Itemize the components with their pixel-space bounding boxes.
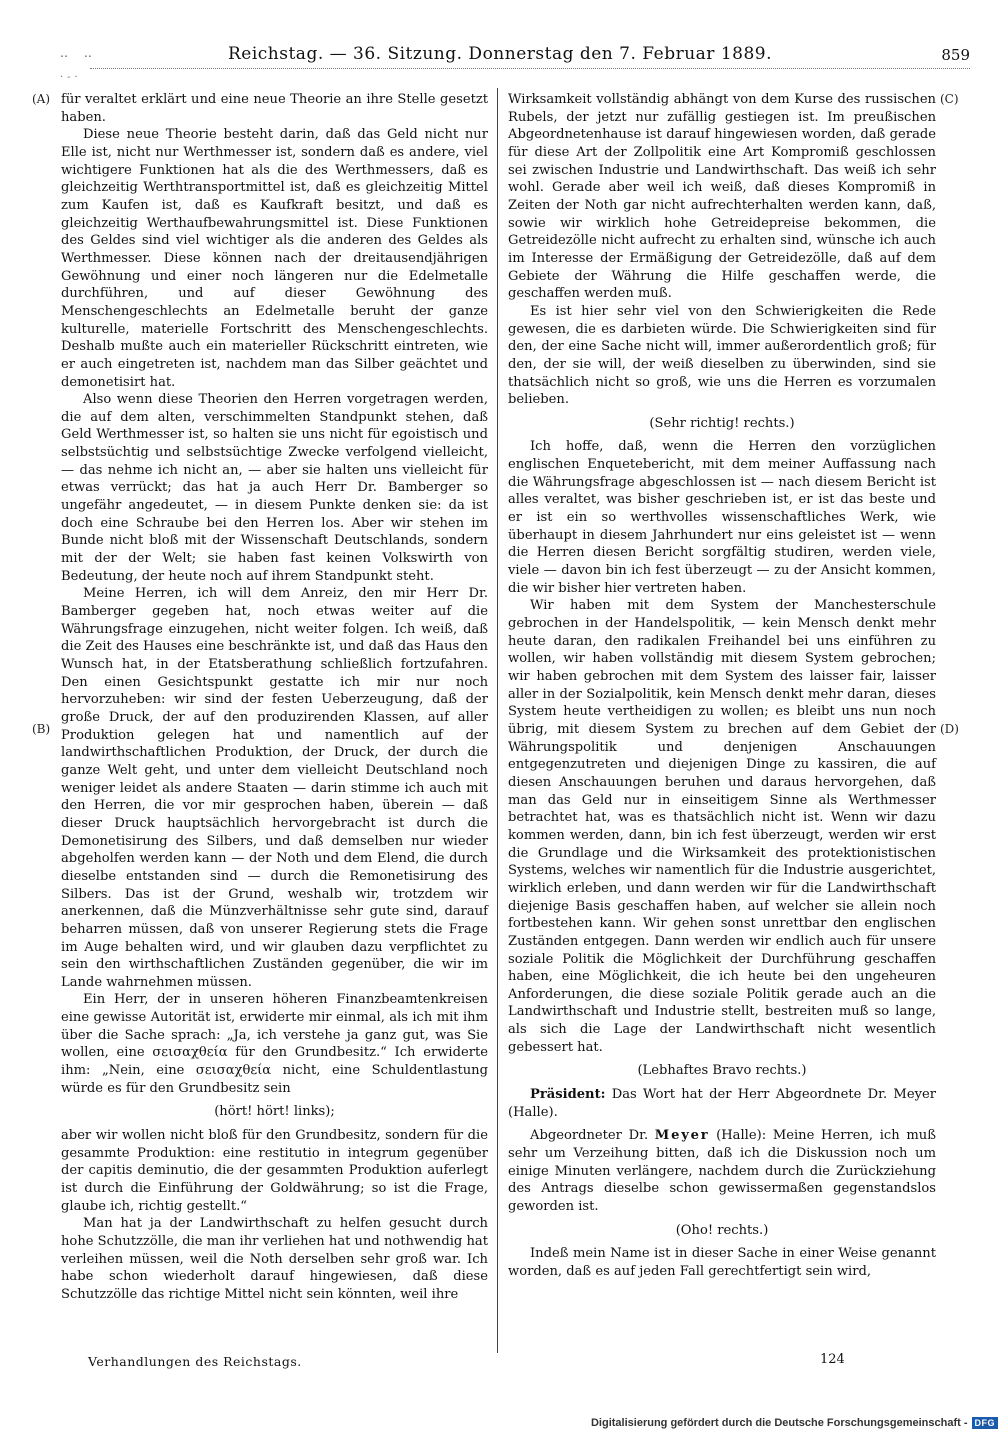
page-number: 859 [941,46,970,64]
paragraph: Ein Herr, der in unseren höheren Finanzbeamtenkreisen eine gewisse Autorität ist, erwiderte mir einmal, als ich mit ihm über die Sache sprach: „Ja, ich verstehe ja ganz gut, was Sie wollen, eine σεισαχθεία für den Grundbesitz.“ Ich erwiderte ihm: „Nein, eine σεισαχθεία nicht, eine Schuldentlastung würde es für den Grundbesitz sein [61,992,488,1096]
speaker-name: Präsident: [530,1087,606,1103]
paragraph: Es ist hier sehr viel von den Schwierigkeiten die Rede gewesen, die es darbieten würde. Die Schwierigkeiten sind für den, der eine Sache nicht will, immer außerordentlich groß; für den, der sie will, der weiß dieselben zu überwinden, sind sie thatsächlich nicht so groß, wie uns die Herren es vorzumalen belieben. [508,303,936,408]
funding-notice [591,1415,998,1430]
interjection: (Sehr richtig! rechts.) [649,415,795,431]
speaker-title: Abgeordneter Dr. [530,1128,649,1144]
left-column [61,91,488,1304]
margin-mark-d: (D) [940,722,959,736]
header-dots: ·-· [60,72,82,83]
paragraph: aber wir wollen nicht bloß für den Grundbesitz, sondern für die gesammte Produktion: eine restitutio in integrum gegenüber der capitis deminutio, die der gesammten Produktion auferlegt ist durch die Einführung der Goldwährung; so ist die Frage, glaube ich, richtig gestellt.“ [61,1128,488,1214]
interjection: (hört! hört! links); [214,1104,335,1120]
paragraph: Ich hoffe, daß, wenn die Herren den vorzüglichen englischen Enquetebericht, mit dem meiner Auffassung nach die Währungsfrage abgeschlossen ist — nach diesem Bericht ist alles veraltet, was bisher geschrieben ist, er ist das beste und er ist ein so werthvolles wissenschaftliches Werk, wie überhaupt in diesem Jahrhundert nur eins geleistet ist — wenn die Herren diesen Bericht sorgfältig studiren, werden viele, viele — davon bin ich fest überzeugt — zu der Ansicht kommen, die wir bisher hier vertreten haben. [508,439,936,596]
paragraph: Diese neue Theorie besteht darin, daß das Geld nicht nur Elle ist, nicht nur Werthmesser ist, sondern daß es andere, viel wichtigere Funktionen hat als die des Werthmessers, daß es gleichzeitig Werthtransportmittel ist, daß es gleichzeitig Mittel zum Kaufen ist, daß es Kaufkraft besitzt, und daß es gleichzeitig Werthaufbewahrungsmittel ist. Diese Funktionen des Geldes sind viel wichtiger als die anderen des Geldes als Werthmesser. Diese können nach der dreitausendjährigen Gewöhnung und einer noch längeren nur die Edelmetalle durchführen, und auf dieser Gewöhnung des Menschengeschlechts an Edelmetalle beruht der ganze kulturelle, materielle Fortschritt des Menschengeschlechts. Deshalb mußte auch ein materieller Rückschritt eintreten, wie er auch eingetreten ist, nachdem man das Silber geächtet und demonetisirt hat. [61,127,488,390]
footer-publication: Verhandlungen des Reichstags. [88,1354,302,1369]
column-divider [497,88,498,1353]
speaker-statement [508,1127,936,1215]
header-rule [90,68,970,69]
running-title: Reichstag. — 36. Sitzung. Donnerstag den 7. Februar 1889. [227,44,772,64]
interjection: (Oho! rechts.) [675,1222,769,1238]
paragraph: Also wenn diese Theorien den Herren vorgetragen werden, die auf dem alten, verschimmelten Standpunkt stehen, daß Geld Werthmesser ist, so halten sie uns nicht für egoistisch und selbstsüchtig und selbstsüchtige Zwecke verfolgend vielleicht, — das nehme ich nicht an, — aber sie halten uns vielleicht für etwas verrückt; das hat ja auch Herr Dr. Bamberger so ungefähr angedeutet, — in diesem Punkte denken sie: da ist doch eine Schraube bei den Herren los. Aber wir stehen im Bunde nicht bloß mit der Wissenschaft Deutschlands, sondern mit der der Welt; sie haben fast keinen Volkswirth von Bedeutung, der heute noch auf ihrem Standpunkt steht. [61,392,488,584]
dfg-logo: DFG [972,1417,999,1429]
right-column [508,91,936,1281]
interjection: (Lebhaftes Bravo rechts.) [637,1063,807,1079]
margin-mark-a: (A) [32,92,51,106]
speaker-name: Meyer [654,1128,710,1144]
speech-text: Das Wort hat der Herr Abgeordnete Dr. Meyer (Halle). [508,1087,936,1120]
margin-mark-b: (B) [32,722,51,736]
margin-mark-c: (C) [940,92,959,106]
president-statement [508,1086,936,1121]
paragraph: für veraltet erklärt und eine neue Theorie an ihre Stelle gesetzt haben. [61,92,488,125]
funding-text: Digitalisierung gefördert durch die Deutsche Forschungsgemeinschaft - [590,1416,968,1429]
paragraph: Wirksamkeit vollständig abhängt von dem Kurse des russischen Rubels, der jetzt nur zufällig gestiegen ist. Im preußischen Abgeordnetenhause ist darauf hingewiesen worden, daß gerade für diese Art der Zollpolitik eine Art Kompromiß geschlossen sei zwischen Industrie und Landwirthschaft. Das weiß ich sehr wohl. Gerade aber weil ich weiß, daß dieses Kompromiß in Zeiten der Noth gar nicht aufrechterhalten werden kann, daß, sowie wir wirklich hohe Getreidepreise bekommen, die Getreidezölle nicht aufrecht zu erhalten sind, wünsche ich auch im Interesse der Ermäßigung der Getreidezölle, daß auf dem Gebiete der Währung die Hilfe geschaffen werde, die geschaffen werden muß. [508,92,936,302]
paragraph: Indeß mein Name ist in dieser Sache in einer Weise genannt worden, daß es auf jeden Fall gerechtfertigt sein wird, [508,1246,936,1279]
paragraph: Wir haben mit dem System der Manchesterschule gebrochen in der Handelspolitik, — kein Mensch denkt mehr heute daran, den radikalen Freihandel bei uns einführen zu wollen, wir haben vollständig mit diesem System gebrochen; wir haben gebrochen mit dem System des laisser fair, laisser aller in der Sozialpolitik, kein Mensch denkt mehr daran, dieses System heute vertheidigen zu wollen; es bleibt uns nun noch übrig, mit diesem System zu brechen auf dem Gebiet der Währungspolitik und denjenigen Anschauungen entgegenzutreten und diejenigen Dinge zu kassiren, die auf diesen Anschauungen beruhen und daraus hervorgehen, daß man das Geld nur in einseitigem Sinne als Werthmesser betrachtet hat, was es thatsächlich nicht ist. Wenn wir dazu kommen werden, dann, bin ich fest überzeugt, werden wir erst die Grundlage und die Wirksamkeit des protektionistischen Systems, welches wir namentlich für die Industrie ausgerichtet, wirklich erleben, und dann werden wir für die Landwirthschaft diejenige Basis geschaffen haben, auf welcher sie allein noch fortbestehen kann. Wir gehen sonst unrettbar den englischen Zuständen entgegen. Dann werden wir endlich auch für unsere soziale Politik die Möglichkeit der Durchführung geschaffen haben, eine Möglichkeit, die ich heute bei den ungeheuren Anforderungen, die diese soziale Politik gerade auch an die Landwirthschaft und Industrie stellt, bestreiten muß so lange, als sich die Lage der Landwirthschaft nicht wesentlich gebessert hat. [508,598,936,1055]
page-header [30,44,970,70]
speech-text: (Halle): Meine Herren, ich muß sehr um Verzeihung bitten, daß ich die Diskussion noch um einige Minuten verlängere, nachdem durch die Zurückziehung des Antrags dieselbe schon gewissermaßen gegenstandslos geworden ist. [508,1128,936,1215]
footer-sheet-number: 124 [820,1352,845,1367]
paragraph: Man hat ja der Landwirthschaft zu helfen gesucht durch hohe Schutzzölle, die man ihr verliehen hat und nothwendig hat verleihen müssen, weil die Noth derselben sehr groß war. Ich habe schon wiederholt darauf hingewiesen, daß diese Schutzzölle das richtige Mittel nicht sein könnten, weil ihre [61,1216,488,1302]
header-ornament: ‥ ‥ [60,46,98,60]
paragraph: Meine Herren, ich will dem Anreiz, den mir Herr Dr. Bamberger gegeben hat, noch etwas weiter auf die Währungsfrage einzugehen, nicht weiter folgen. Ich weiß, daß die Zeit des Hauses eine beschränkte ist, und daß das Haus den Wunsch hat, in der Etatsberathung schließlich fortzufahren. Den einen Gesichtspunkt gestatte ich mir nur noch hervorzuheben: wir sind der festen Ueberzeugung, daß der große Druck, der auf den produzirenden Klassen, auf aller Produktion gelegen hat und namentlich auf der landwirthschaftlichen Produktion, der Druck, der durch die ganze Welt geht, und unter dem vielleicht Deutschland noch weniger leidet als andere Staaten — darin stimme ich auch mit den Herren, die vor mir gesprochen haben, überein — daß dieser Druck hauptsächlich hervorgebracht ist durch die Demonetisirung des Silbers, und daß demselben nur wieder abgeholfen werden kann — der Noth und dem Elend, die durch dieselbe entstanden sind — durch die Remonetisirung des Silbers. Das ist der Grund, weshalb wir, trotzdem wir anerkennen, daß die Münzverhältnisse sehr gute sind, darauf beharren müssen, daß von unserer Regierung stets die Frage im Auge behalten wird, und wir glauben dazu verpflichtet zu sein den wirthschaftlichen Zuständen gegenüber, die wir im Lande wahrnehmen müssen. [61,586,488,990]
